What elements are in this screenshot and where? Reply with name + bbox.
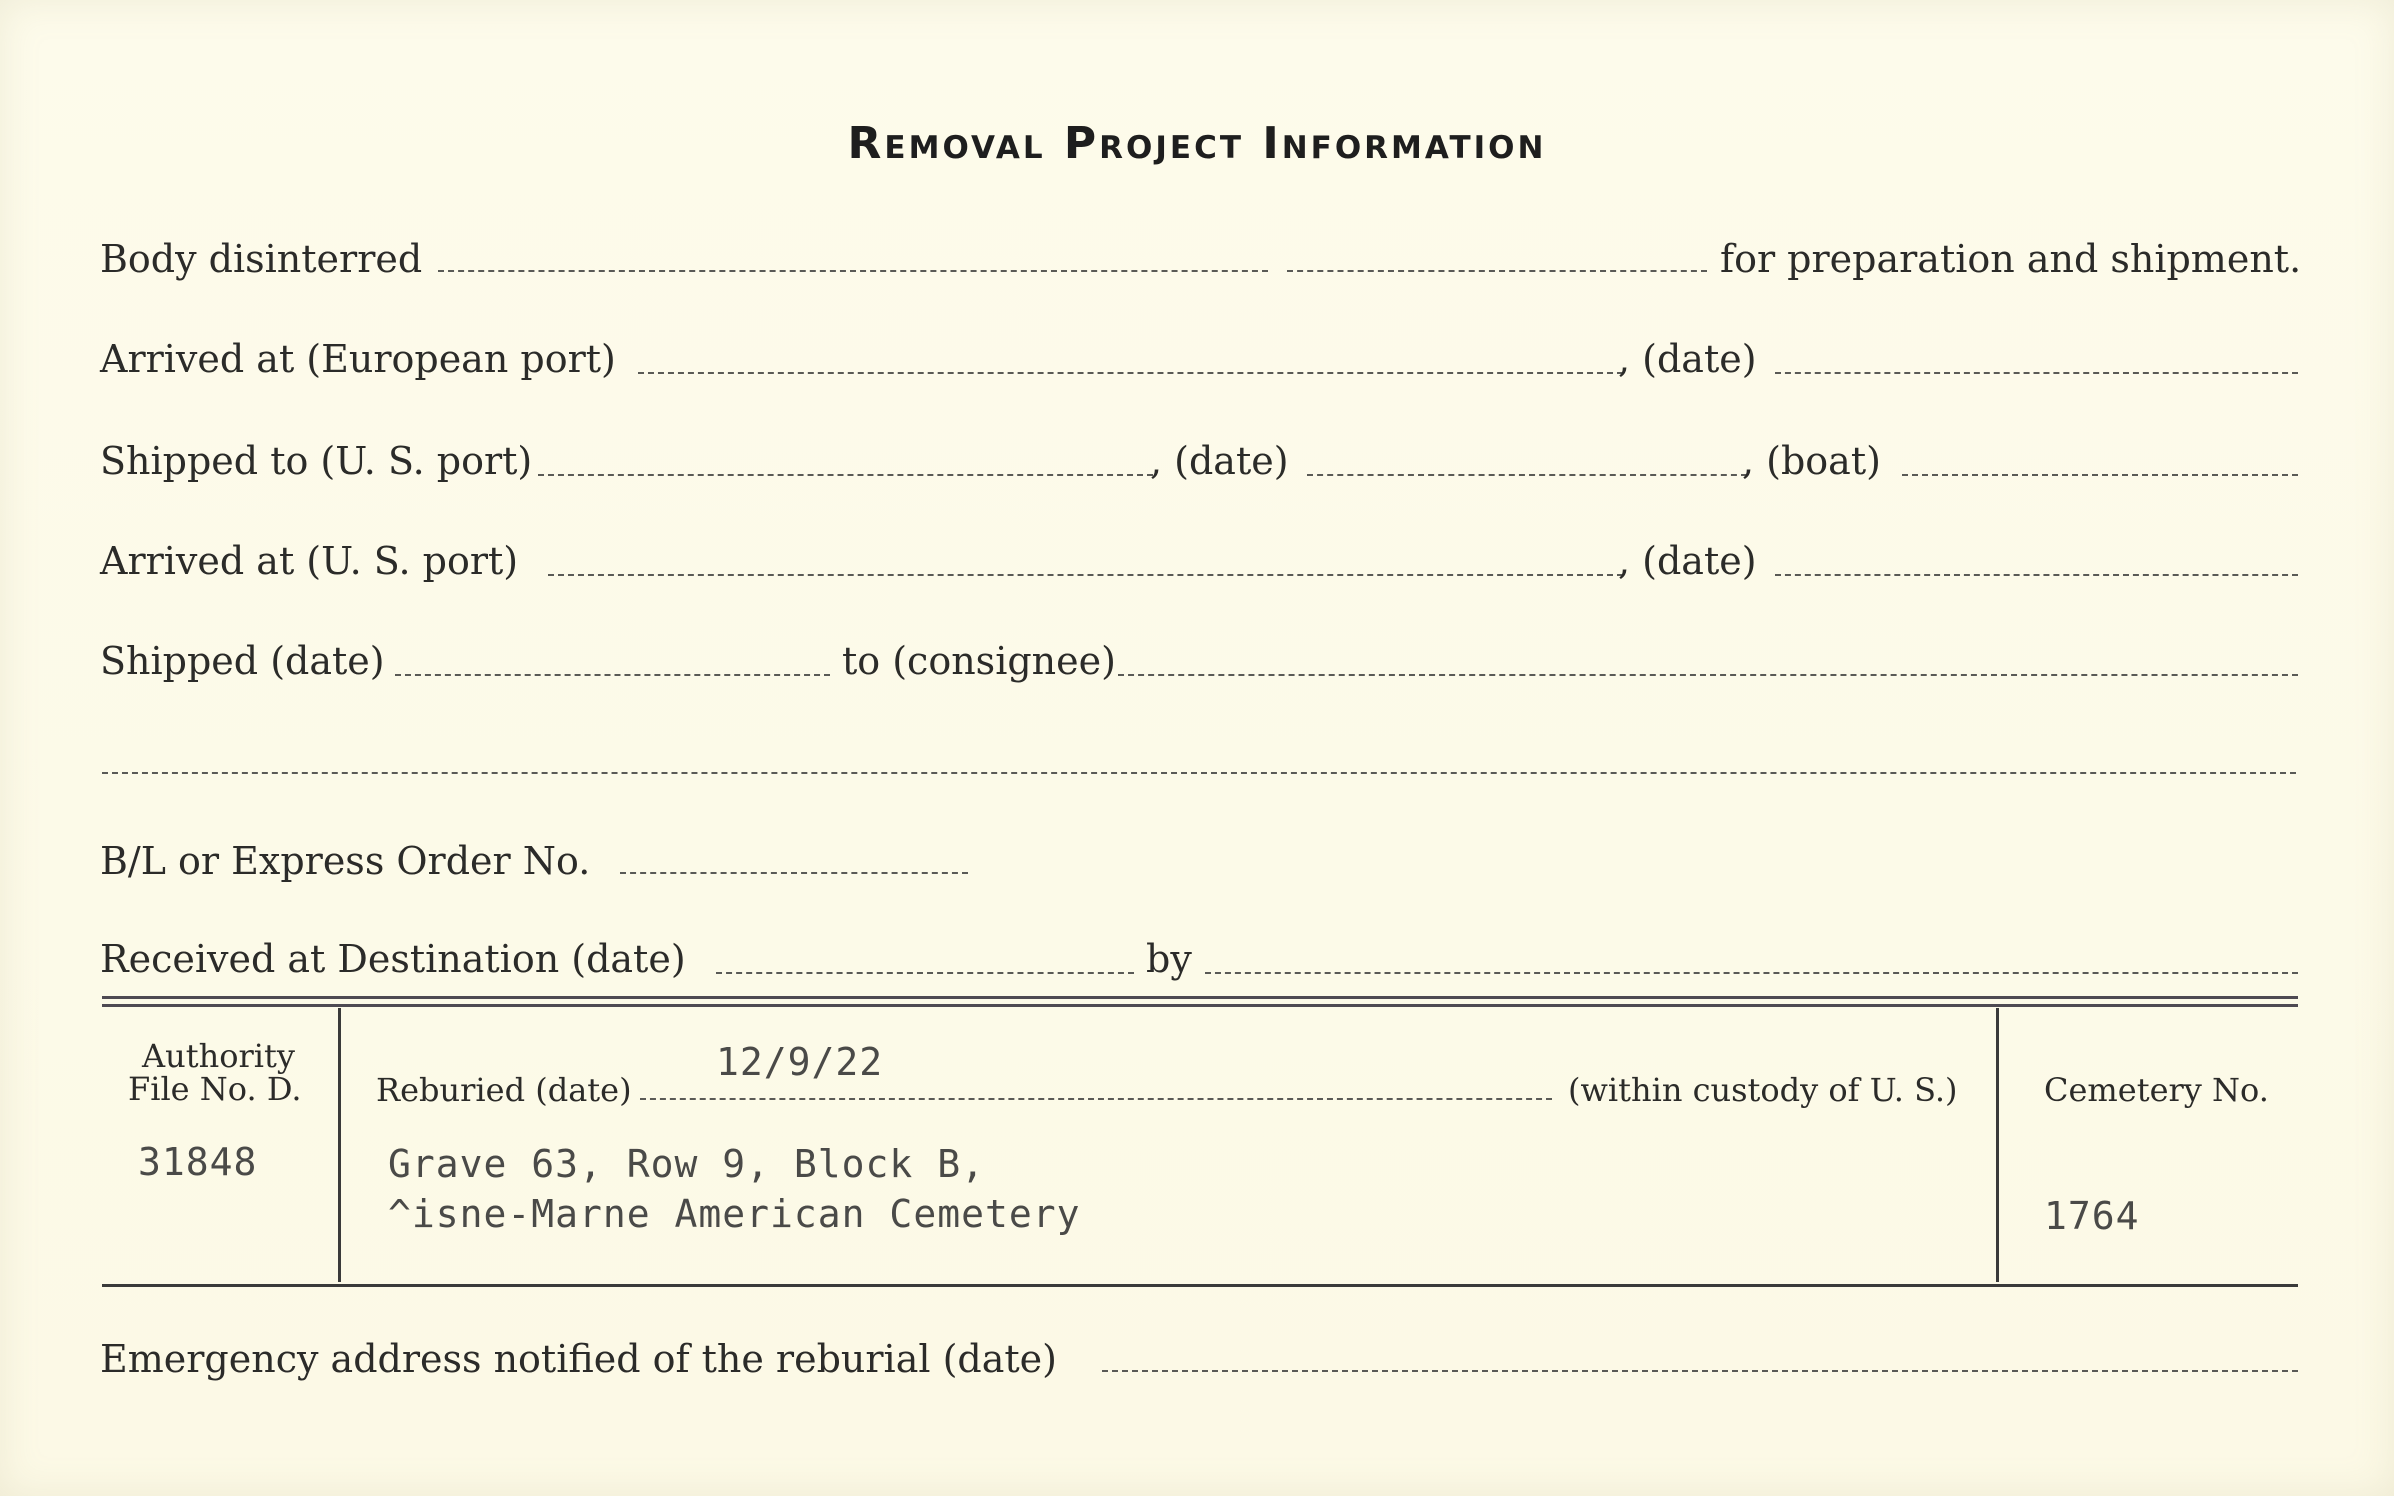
body-disinterred-line-2 (1287, 270, 1707, 272)
box-divider-right (1996, 1008, 1999, 1282)
arrived-us-line (548, 574, 1623, 576)
arrived-european-line (638, 372, 1623, 374)
by-label: by (1146, 937, 1192, 981)
arrived-us-date-line (1775, 574, 2298, 576)
boat-label: , (boat) (1742, 439, 1881, 483)
emergency-address-label: Emergency address notified of the reburial (date) (100, 1337, 1057, 1381)
reburied-label: Reburied (date) (376, 1071, 632, 1109)
reburied-date-line (640, 1098, 1552, 1100)
arrived-european-date-label: , (date) (1618, 337, 1757, 381)
cemetery-no-label: Cemetery No. (2044, 1071, 2269, 1109)
arrived-us-label: Arrived at (U. S. port) (100, 539, 519, 583)
box-bottom-rule (102, 1284, 2298, 1287)
consignee-label: to (consignee) (842, 639, 1116, 683)
shipped-date-label: Shipped (date) (100, 639, 385, 683)
grave-location-line-1: Grave 63, Row 9, Block B, (388, 1142, 985, 1186)
shipped-us-date-label: , (date) (1150, 439, 1289, 483)
consignee-continuation-line (102, 772, 2296, 774)
grave-location-line-2: ^isne-Marne American Cemetery (388, 1192, 1081, 1236)
box-divider-left (338, 1008, 341, 1282)
received-destination-label: Received at Destination (date) (100, 937, 686, 981)
arrived-european-date-line (1775, 372, 2298, 374)
page-title: Removal Project Information (847, 118, 1547, 169)
by-line (1205, 972, 2298, 974)
authority-file-number: 31848 (138, 1140, 258, 1184)
received-destination-line (716, 972, 1134, 974)
file-no-label: File No. D. (128, 1070, 302, 1108)
reburied-date-value: 12/9/22 (716, 1040, 884, 1084)
shipped-us-line (538, 474, 1153, 476)
authority-label: Authority (142, 1037, 295, 1075)
preparation-label: for preparation and shipment. (1720, 237, 2302, 281)
body-disinterred-label: Body disinterred (100, 237, 423, 281)
arrived-european-label: Arrived at (European port) (100, 337, 616, 381)
emergency-address-line (1102, 1370, 2298, 1372)
shipped-date-line (395, 674, 830, 676)
body-disinterred-line (438, 270, 1268, 272)
box-top-rule (102, 996, 2298, 999)
cemetery-number: 1764 (2044, 1194, 2140, 1238)
bl-order-label: B/L or Express Order No. (100, 839, 591, 883)
consignee-line (1118, 674, 2298, 676)
boat-line (1902, 474, 2298, 476)
arrived-us-date-label: , (date) (1618, 539, 1757, 583)
shipped-us-label: Shipped to (U. S. port) (100, 439, 533, 483)
custody-label: (within custody of U. S.) (1568, 1071, 1958, 1109)
box-top-rule-2 (102, 1004, 2298, 1007)
shipped-us-date-line (1307, 474, 1747, 476)
bl-order-line (620, 872, 968, 874)
